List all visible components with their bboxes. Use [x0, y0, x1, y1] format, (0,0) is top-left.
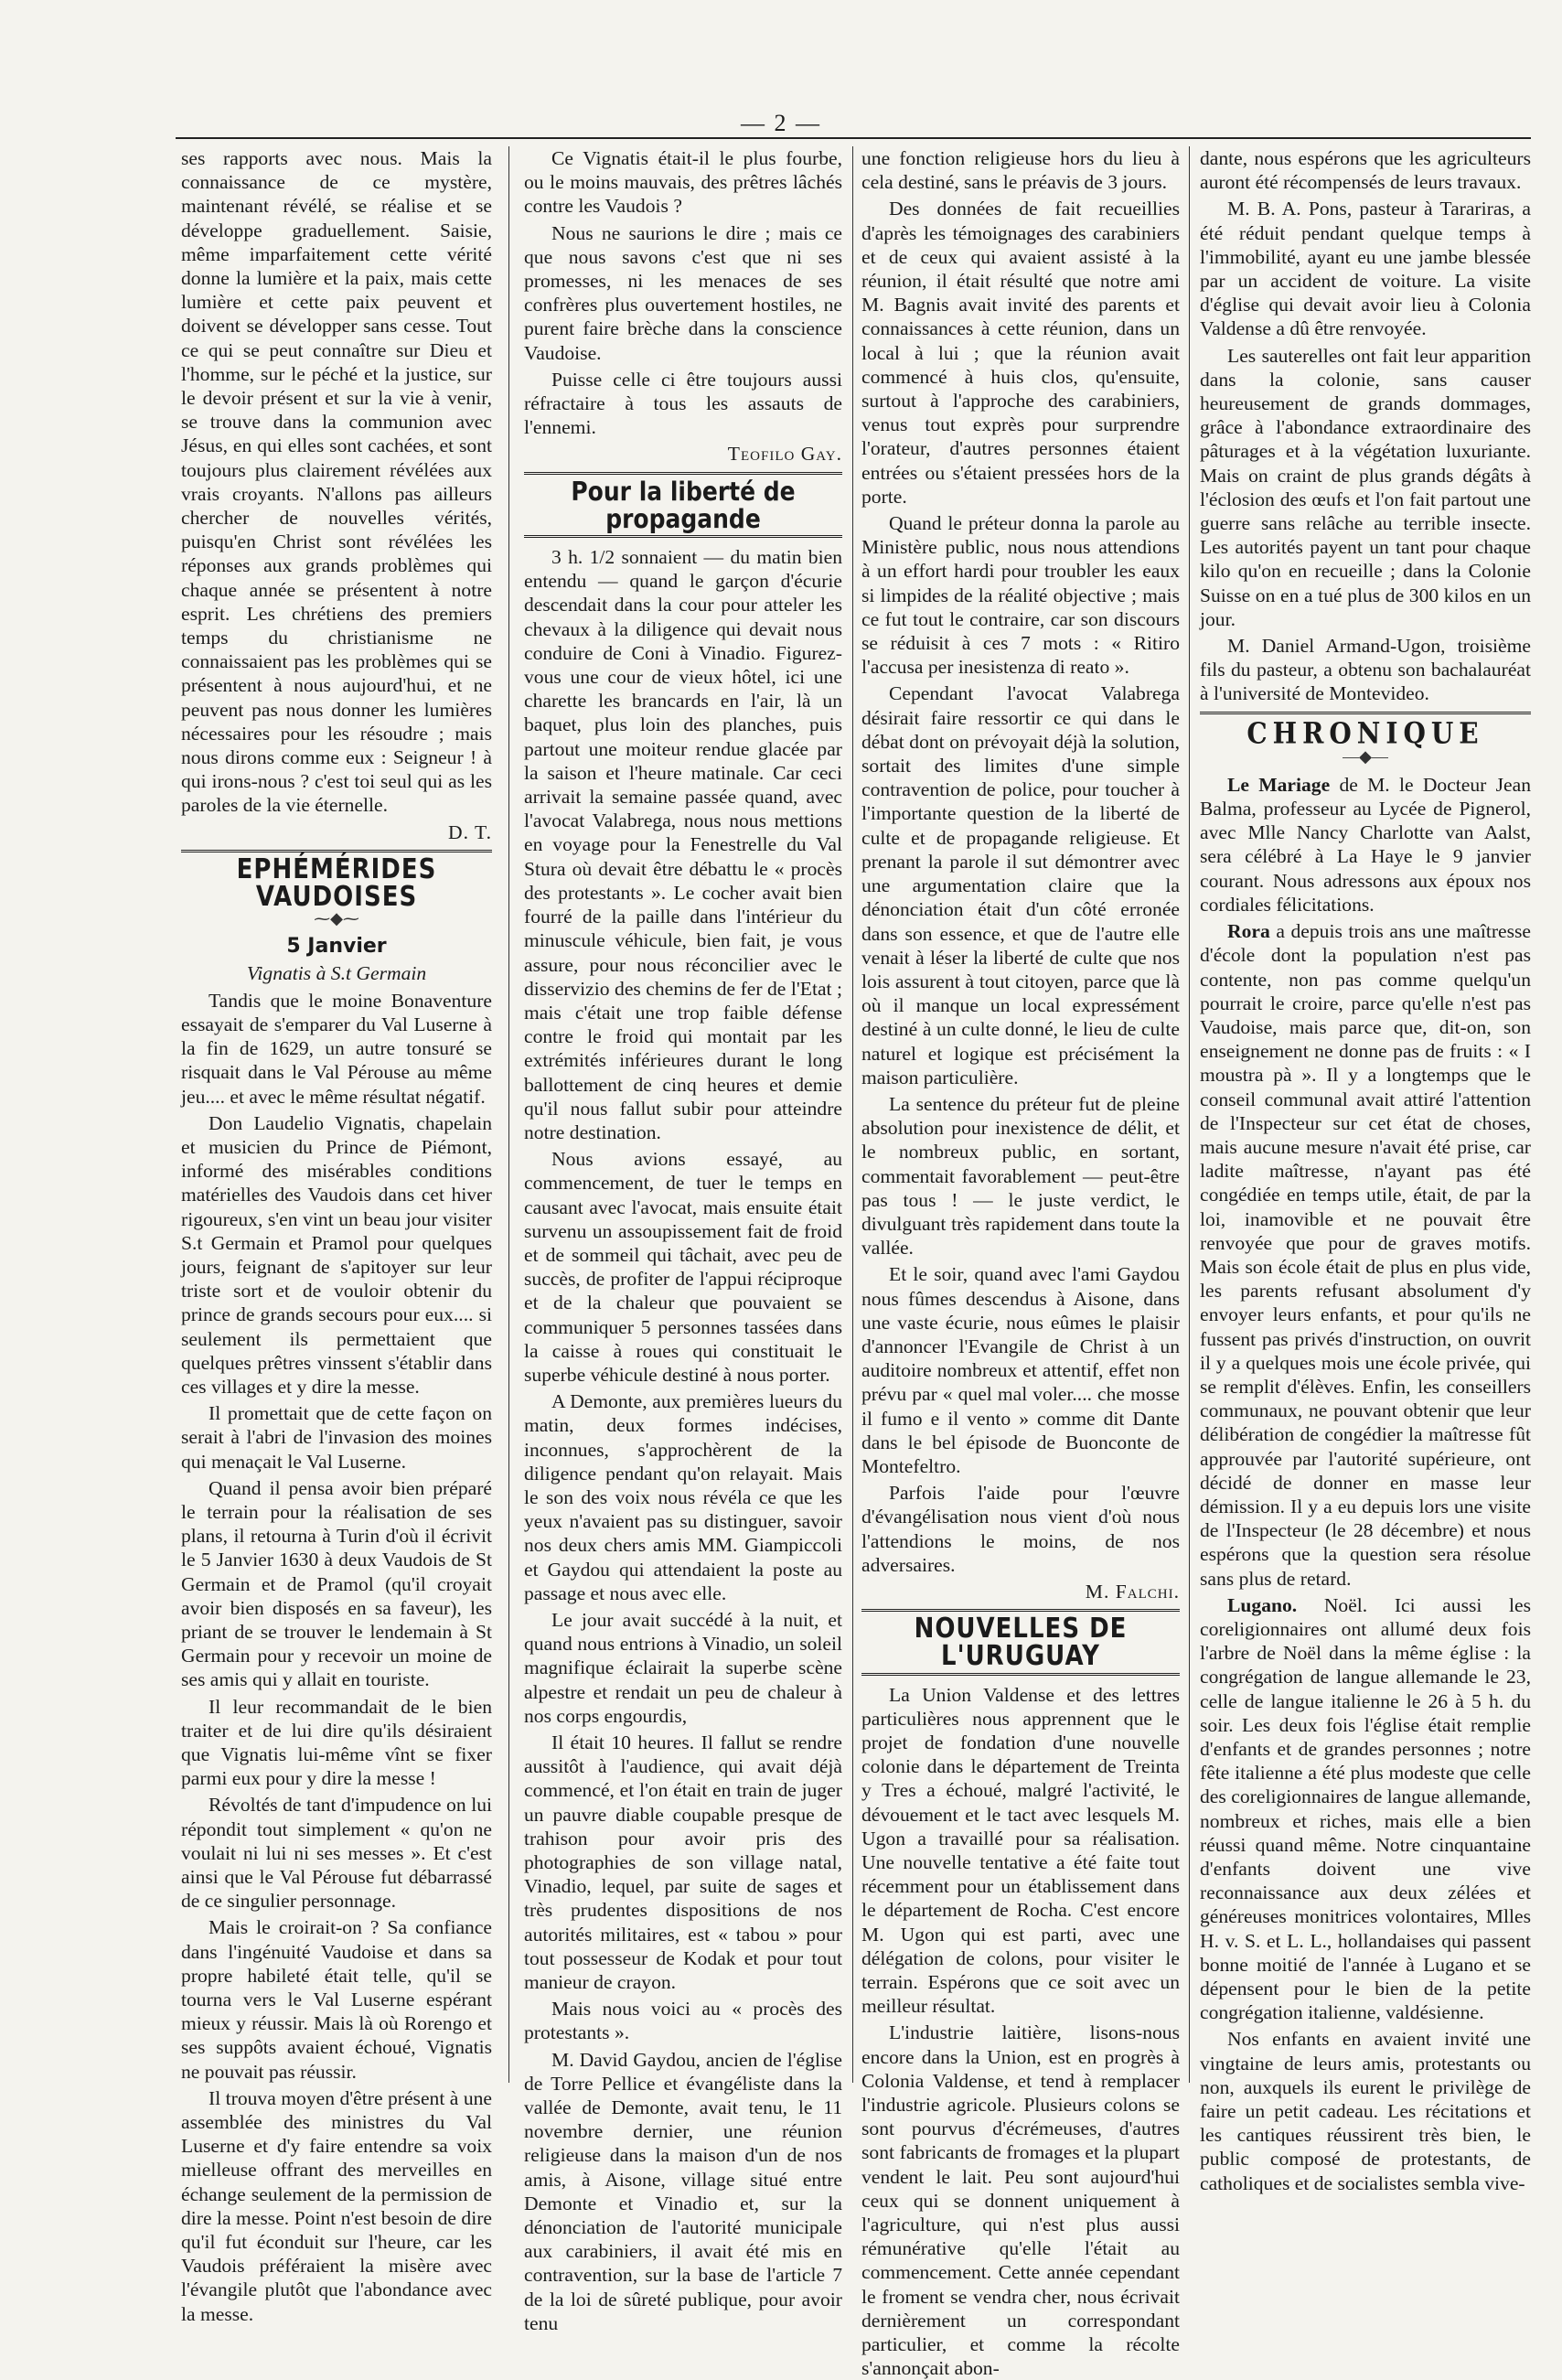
article-signature: Teofilo Gay.	[727, 443, 842, 466]
article-paragraph: L'industrie laitière, lisons-nous encore dans la Union, est en progrès à Colonia Valdense, et tend à remplacer l'industrie agricole. Plusieurs colons se sont pourvus d'écrémeuses, d'autres sont fabricants de fromages et la plupart vendent le lait. Peu sont aujourd'hui ceux qui se donnent uniquement à l'agriculture, qui n'est plus aussi rémunérative qu'elle l'était au commencement. Cette année cependant le froment se vendra cher, nous écrivait dernièrement un correspondant particulier, et comme la récolte s'annonçait abon-	[861, 2021, 1180, 2380]
column-rule	[852, 146, 853, 2083]
article-paragraph: La Union Valdense et des lettres particulières nous apprennent que le projet de fondation d'une nouvelle colonie dans le département de Treinta y Tres a échoué, malgré l'activité, le dévouement et le tact avec lesquels M. Ugon a travaillé pour sa réalisation. Une nouvelle tentative a été faite tout récemment pour un établissement dans le département de Rocha. C'est encore M. Ugon qui est parti, avec une délégation de colons, pour visiter le terrain. Espérons que ce soit avec un meilleur résultat.	[861, 1683, 1180, 2018]
article-paragraph: Tandis que le moine Bonaventure essayait de s'emparer du Val Luserne à la fin de 1629, un autre tonsuré se risquait dans le Val Pérouse au même jeu.... et avec le même résultat négatif.	[181, 989, 492, 1108]
column-2	[524, 146, 842, 2334]
chronique-lead: Le Mariage	[1227, 773, 1331, 796]
article-paragraph: M. David Gaydou, ancien de l'église de Torre Pellice et évangéliste dans la vallée de Demonte, avait tenu, le 11 novembre dernier, une réunion religieuse dans la maison d'un de nos amis, à Aisone, village situé entre Demonte et Vinadio et, sur la dénonciation de l'autorité municipale aux carabiniers, il avait été mis en contravention, sur la base de l'article 7 de la loi de sûreté publique, pour avoir tenu	[524, 2048, 842, 2334]
article-paragraph: Cependant l'avocat Valabrega désirait faire ressortir ce qui dans le débat dont on prévoyait déjà la solution, sortait des limites d'une simple contravention de police, pour toucher à l'importante question de la liberté de culte et de propagande religieuse. Et prenant la parole il sut démontrer avec une argumentation claire que la dénonciation était d'un côté erronée dans son essence, et que de l'autre elle venait à léser la liberté de culte que nos lois assurent à tout citoyen, parce que là où il manque un local expressément destiné à un culte donné, le lieu de culte naturel et logique est précisément la maison particulière.	[861, 682, 1180, 1088]
article-paragraph: 3 h. 1/2 sonnaient — du matin bien entendu — quand le garçon d'écurie descendait dans la cour pour atteler les chevaux à la diligence qui devait nous conduire de Coni à Vinadio. Figurez-vous une cour de vieux hôtel, ici une charette les brancards en l'air, là un baquet, plus loin des planches, puis partout une moiteur rendue glacée par la saison et l'heure matinale. Car ceci arrivait la semaine passée quand, avec l'avocat Valabrega, nous nous mettions en voyage pour la Fenestrelle du Val Stura où devait être débattu le « procès des protestants ». Le cocher avait bien fourré de la paille dans l'intérieur du minuscule véhicule, bien fait, je vous assure, pour nous réconcilier avec le disservizio des chemins de fer de l'Etat ; mais c'était une trop faible défense contre le froid qui montait par les extrémités inférieures durant le long ballottement de cinq heures et demie qu'il nous fallut subir pour atteindre notre destination.	[524, 546, 842, 1143]
article-signature: M. Falchi.	[1085, 1580, 1180, 1603]
chronique-lead: Rora	[1227, 920, 1270, 943]
article-paragraph: Puisse celle ci être toujours aussi réfractaire à tous les assauts de l'ennemi.	[524, 368, 842, 439]
section-title-chronique: CHRONIQUE	[1246, 715, 1484, 751]
column-4	[1200, 146, 1531, 2194]
ornament-divider: ⁓◆⁓	[314, 909, 359, 928]
article-paragraph: Révoltés de tant d'impudence on lui répondit tout simplement « qu'on ne voulait ni lui ni ses messes ». Et c'est ainsi que le Val Pérouse fut débarrassé de ce singulier personnage.	[181, 1794, 492, 1913]
section-divider	[861, 1673, 1180, 1676]
chronique-item	[1200, 1593, 1531, 2025]
article-paragraph: La sentence du préteur fut de pleine absolution pour inexistence de délit, et le nombreux public, en sortant, commentait favorablement — peut-être pas tous ! — le juste verdict, le divulguant très rapidement dans toute la vallée.	[861, 1092, 1180, 1260]
column-rule	[508, 146, 509, 2083]
column-1	[181, 146, 492, 2325]
article-paragraph: dante, nous espérons que les agriculteurs auront été récompensés de leurs travaux.	[1200, 147, 1531, 194]
article-paragraph: A Demonte, aux premières lueurs du matin, deux formes indécises, inconnues, s'approchèrent de la diligence pendant qu'on relayait. Mais le son des voix nous révéla ce que les yeux n'avaient pas su distinguer, savoir nos deux chers amis MM. Giampiccoli et Gaydou qui attendaient la poste au passage et nous avec elle.	[524, 1390, 842, 1604]
column-rule	[1189, 146, 1190, 2083]
article-paragraph: Quand le préteur donna la parole au Ministère public, nous nous attendions à un effort hardi pour troubler les eaux si limpides de la réalité objective ; mais ce fut tout le contraire, car son discours se réduisit à ces 7 mots : « Ritiro l'accusa per inesistenza di reato ».	[861, 512, 1180, 679]
article-paragraph: Don Laudelio Vignatis, chapelain et musicien du Prince de Piémont, informé des misérables conditions matérielles des Vaudois dans cet hiver rigoureux, s'en vint un beau jour visiter S.t Germain et Pramol pour quelques jours, feignant de s'apitoyer sur leur triste sort et de vouloir obtenir du prince de grands secours pour eux.... si seulement ils permettaient que quelques prêtres vinssent s'établir dans ces villages et y dire la messe.	[181, 1111, 492, 1398]
article-paragraph: Des données de fait recueillies d'après les témoignages des carabiniers et de ceux qui avaient assisté à la réunion, il était résulté que notre ami M. Bagnis avait invité des parents et connaissances à cette réunion, dans un local à lui ; que la réunion avait commencé à huis clos, qu'ensuite, surtout à l'approche des carabiniers, venus tout exprès pour surprendre l'orateur, d'autres personnes étaient entrées ou s'étaient pressées hors de la porte.	[861, 198, 1180, 508]
article-paragraph: Le jour avait succédé à la nuit, et quand nous entrions à Vinadio, un soleil magnifique éclairait la superbe scène alpestre et rendait un peu de chaleur à nos corps engourdis,	[524, 1608, 842, 1727]
article-paragraph: Ce Vignatis était-il le plus fourbe, ou le moins mauvais, des prêtres lâchés contre les Vaudois ?	[524, 147, 842, 218]
section-divider	[524, 472, 842, 475]
chronique-item	[1200, 919, 1531, 1591]
article-paragraph: Quand il pensa avoir bien préparé le terrain pour la réalisation de ses plans, il retourna à Turin d'où il écrivit le 5 Janvier 1630 à deux Vaudois de St Germain et de Pramol (qu'il croyait avoir bien disposés en sa faveur), les priant de se trouver le lendemain à St Germain pour y recevoir un moine de ses amis qui y allait en touriste.	[181, 1476, 492, 1691]
header-rule	[176, 137, 1531, 139]
article-paragraph: Il promettait que de cette façon on serait à l'abri de l'invasion des moines qui menaçait le Val Luserne.	[181, 1402, 492, 1473]
ephemerides-subtitle: Vignatis à S.t Germain	[246, 961, 427, 984]
article-paragraph: ses rapports avec nous. Mais la connaissance de ce mystère, maintenant révélé, se réalise et se développe graduellement. Saisie, même imparfaitement cette vérité donne la lumière et la paix, mais cette lumière et cette paix peuvent et doivent se développer sans cesse. Tout ce qui se peut connaître sur Dieu et l'homme, sur le péché et la justice, sur le devoir présent et sur la vie à venir, se trouve dans la communion avec Jésus, en qui elles sont cachées, et sont toujours plus clairement révélées aux vrais croyants. N'allons pas ailleurs chercher de nouvelles vérités, puisqu'en Christ sont révélées les réponses aux grands problèmes qui chaque année se présentent à notre esprit. Les chrétiens des premiers temps du christianisme ne connaissaient pas les problèmes qui se présentent à nous aujourd'hui, et ne peuvent pas nous donner les lumières nécessaires pour les résoudre ; mais nous dirons comme eux : Seigneur ! à qui irons-nous ? c'est toi seul qui as les paroles de la vie éternelle.	[181, 147, 492, 817]
chronique-text: a depuis trois ans une maîtresse d'école dont la population n'est pas contente, non pas comme quelqu'un pourrait le croire, parce qu'elle n'est pas Vaudoise, mais parce que, dit-on, son enseignement ne donne pas de fruits : « I moustra pà ». Il y a longtemps que le conseil communal avait attiré l'attention de l'Inspecteur sur cet état de choses, mais aucune mesure n'avait été prise, car ladite maîtresse, n'ayant pas été congédiée en temps utile, était, de par la loi, inamovible et ne pouvait être renvoyée que pour de graves motifs. Mais son école était de plus en plus vide, les parents refusant absolument d'y envoyer leurs enfants, et pour qu'ils ne fussent pas privés d'instruction, on ouvrit il y a quelques mois une école privée, qui se remplit d'élèves. Enfin, les conseillers communaux, ne pouvant obtenir que leur délibération de congédier la maîtresse fût approuvée par l'autorité supérieure, ont décidé de donner en masse leur démission. Il y a eu depuis lors une visite de l'Inspecteur (le 28 décembre) et nous espérons que la question sera résolue sans plus de retard.	[1200, 920, 1531, 1590]
article-paragraph: Nous ne saurions le dire ; mais ce que nous savons c'est que ni ses promesses, ni les menaces de ses confrères plus ouvertement hostiles, ne purent faire brèche dans la conscience Vaudoise.	[524, 221, 842, 364]
article-paragraph: Il était 10 heures. Il fallut se rendre aussitôt à l'audience, qui avait déjà commencé, et l'on était en train de juger un pauvre diable coupable presque de trahison pour avoir pris des photographies de son village natal, Vinadio, lequel, par suite de sages et très prudentes dispositions de nos autorités militaires, est « tabou » pour tout possesseur de Kodak et pour tout manieur de crayon.	[524, 1731, 842, 1994]
section-divider	[861, 1609, 1180, 1612]
chronique-text: Noël. Ici aussi les coreligionnaires ont allumé deux fois l'arbre de Noël dans la même église : la congrégation de langue allemande le 23, celle de langue italienne le 26 à 5 h. du soir. Les deux fois l'église était remplie d'enfants et de grandes personnes ; notre fête italienne a été plus modeste que celle des coreligionnaires de langue allemande, nombreux et riches, mais elle a bien réussi quand même. Notre cinquantaine d'enfants doivent une vive reconnaissance aux deux zélées et généreuses monitrices volontaires, Mlles H. v. S. et L. L., hollandaises qui passent bonne moitié de l'année à Lugano et se dépensent pour le bien de la petite congrégation italienne, valdésienne.	[1200, 1593, 1531, 2024]
section-title-liberte: Pour la liberté de propagande	[571, 476, 796, 534]
section-title-uruguay: NOUVELLES DE L'URUGUAY	[914, 1613, 1128, 1673]
ephemerides-date: 5 Janvier	[286, 935, 387, 959]
article-paragraph: Mais nous voici au « procès des protestants ».	[524, 1998, 842, 2044]
article-paragraph: Et le soir, quand avec l'ami Gaydou nous fûmes descendus à Aisone, dans une vaste écurie, nous eûmes le plaisir d'annoncer l'Evangile de Christ à un auditoire nombreux et attentif, effet non prévu par « quel mal voler.... che mosse il fumo e il vento » comme dit Dante dans le bel épisode de Buonconte de Montefeltro.	[861, 1263, 1180, 1477]
article-paragraph: Nous avions essayé, au commencement, de tuer le temps en causant avec l'avocat, mais ensuite était survenu un assoupissement fait de froid et de sommeil qui tâchait, avec peu de succès, de profiter de l'appui réciproque et de la chaleur que pouvaient se communiquer 5 personnes tassées dans la caisse à roues qui constituait le superbe véhicule destiné à nous porter.	[524, 1148, 842, 1386]
chronique-text: de M. le Docteur Jean Balma, professeur au Lycée de Pignerol, avec Mlle Nancy Charlotte van Aalst, sera célébré à La Haye le 9 janvier courant. Nous adressons aux époux nos cordiales félicitations.	[1200, 773, 1531, 916]
article-paragraph: M. Daniel Armand-Ugon, troisième fils du pasteur, a obtenu son bachalauréat à l'université de Montevideo.	[1200, 635, 1531, 705]
article-paragraph: Parfois l'aide pour l'œuvre d'évangélisation nous vient d'où nous l'attendions le moins, de nos adversaires.	[861, 1482, 1180, 1576]
article-paragraph: une fonction religieuse hors du lieu à cela destiné, sans le préavis de 3 jours.	[861, 147, 1180, 194]
article-paragraph: M. B. A. Pons, pasteur à Tarariras, a été réduit pendant quelque temps à l'immobilité, ayant eu une jambe blessée par un accident de voiture. La visite d'église qui devait avoir lieu à Colonia Valdense a dû être renvoyée.	[1200, 198, 1531, 340]
chronique-item	[1200, 2027, 1531, 2194]
chronique-lead: Lugano.	[1227, 1593, 1298, 1616]
section-divider	[1200, 712, 1531, 714]
column-3	[861, 146, 1180, 2380]
page-number: — 2 —	[741, 110, 821, 136]
section-divider	[524, 535, 842, 538]
chronique-item	[1200, 773, 1531, 917]
section-title-ephemerides: EPHÉMÉRIDES VAUDOISES	[236, 853, 437, 914]
article-paragraph: Il trouva moyen d'être présent à une assemblée des ministres du Val Luserne et d'y faire entendre sa voix mielleuse offrant des merveilles en échange seulement de la permission de dire la messe. Point n'est besoin de dire qu'il fut éconduit sur l'heure, car les Vaudois préféraient la misère avec l'évangile plutôt que l'abondance avec la messe.	[181, 2086, 492, 2325]
article-paragraph: Les sauterelles ont fait leur apparition dans la colonie, sans causer heureusement de grands dommages, grâce à l'abondance extraordinaire des pâturages et à la végétation luxuriante. Mais on craint de plus grands dégâts à l'éclosion des œufs et l'on fait partout une guerre sans relâche au terrible insecte. Les autorités payent un tant pour chaque kilo qu'on en recueille ; dans la Colonie Suisse on en a tué plus de 300 kilos en un jour.	[1200, 344, 1531, 630]
ornament-divider: —◆—	[1343, 746, 1388, 766]
article-signature: D. T.	[448, 820, 492, 843]
chronique-text: Nos enfants en avaient invité une vingtaine de leurs amis, protestants ou non, auxquels ils eurent le privilège de faire un petit cadeau. Les récitations et les cantiques réussirent très bien, le public composé de protestants, de catholiques et de socialistes sembla vive-	[1200, 2028, 1531, 2194]
article-paragraph: Mais le croirait-on ? Sa confiance dans l'ingénuité Vaudoise et dans sa propre habileté était telle, qu'il se tourna vers le Val Luserne espérant mieux y réussir. Mais là où Rorengo et ses suppôts avaient échoué, Vignatis ne pouvait pas réussir.	[181, 1916, 492, 2083]
article-paragraph: Il leur recommandait de le bien traiter et de lui dire qu'ils désiraient que Vignatis lui-même vînt se fixer parmi eux pour y dire la messe !	[181, 1695, 492, 1790]
section-divider	[181, 850, 492, 852]
